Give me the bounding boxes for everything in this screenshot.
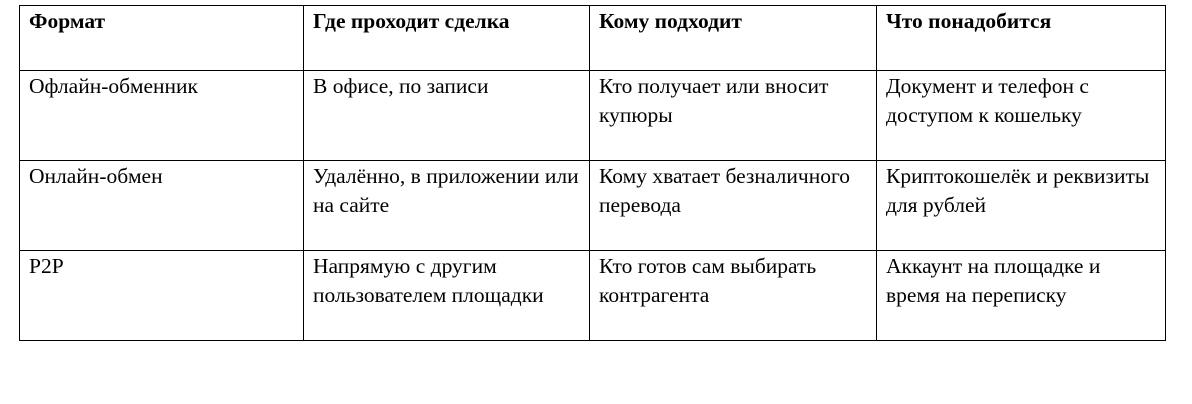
table-row [20, 71, 1166, 161]
table-row [20, 251, 1166, 341]
cell-requirements: Документ и телефон с доступом к кошельку [877, 71, 1166, 161]
cell-requirements: Аккаунт на площадке и время на переписку [877, 251, 1166, 341]
header-suitable-for: Кому подходит [590, 6, 877, 71]
cell-format: P2P [20, 251, 304, 341]
header-deal-location: Где проходит сделка [304, 6, 590, 71]
cell-deal-location: Напрямую с другим пользователем площадки [304, 251, 590, 341]
cell-deal-location: Удалённо, в приложении или на сайте [304, 161, 590, 251]
header-requirements: Что понадобится [877, 6, 1166, 71]
cell-format: Онлайн-обмен [20, 161, 304, 251]
table-header-row [20, 6, 1166, 71]
cell-suitable-for: Кому хватает безналичного перевода [590, 161, 877, 251]
comparison-table-container [19, 5, 1165, 341]
cell-requirements: Криптокошелёк и реквизиты для рублей [877, 161, 1166, 251]
cell-format: Офлайн-обменник [20, 71, 304, 161]
cell-deal-location: В офисе, по записи [304, 71, 590, 161]
header-format: Формат [20, 6, 304, 71]
cell-suitable-for: Кто готов сам выбирать контрагента [590, 251, 877, 341]
cell-suitable-for: Кто получает или вносит купюры [590, 71, 877, 161]
exchange-formats-table [19, 5, 1166, 341]
table-row [20, 161, 1166, 251]
